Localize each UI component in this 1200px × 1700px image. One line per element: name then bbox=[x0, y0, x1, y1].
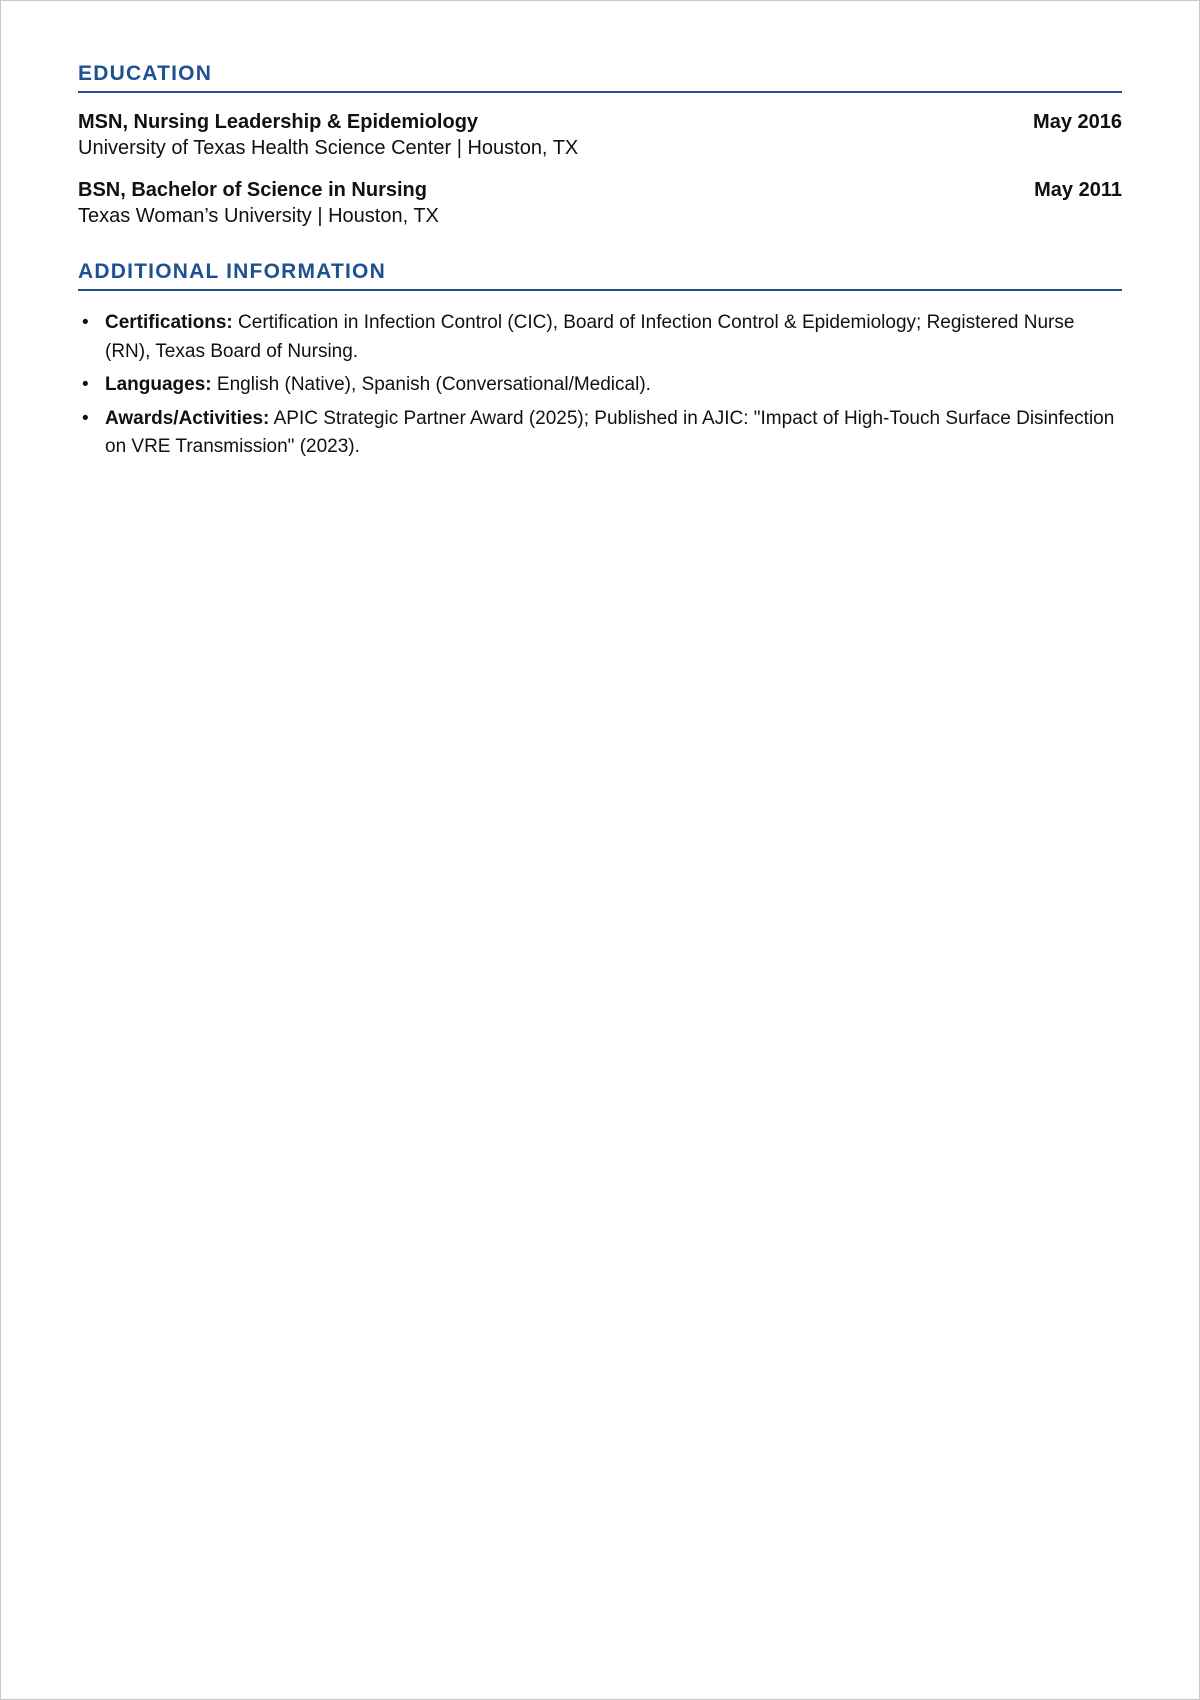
education-entry-header bbox=[78, 177, 1122, 203]
info-label: Languages: bbox=[105, 374, 212, 395]
info-text: APIC Strategic Partner Award (2025); Published in AJIC: "Impact of High-Touch Surface Disinfection on VRE Transmission" (2023). bbox=[105, 407, 1115, 457]
education-entry-msn bbox=[78, 109, 1122, 161]
list-item-awards-activities bbox=[78, 405, 1122, 462]
list-item-languages bbox=[78, 371, 1122, 400]
graduation-date: May 2016 bbox=[1033, 111, 1122, 133]
school-name: University of Texas Health Science Center | Houston, TX bbox=[78, 137, 579, 159]
education-list bbox=[78, 109, 1122, 229]
school-name: Texas Woman’s University | Houston, TX bbox=[78, 205, 439, 227]
info-text: English (Native), Spanish (Conversational/Medical). bbox=[211, 374, 651, 395]
degree-title: BSN, Bachelor of Science in Nursing bbox=[78, 179, 427, 201]
info-label: Certifications: bbox=[105, 312, 233, 333]
graduation-date: May 2011 bbox=[1034, 179, 1122, 201]
info-label: Awards/Activities: bbox=[105, 407, 270, 429]
education-entry-header bbox=[78, 109, 1122, 135]
additional-information-section bbox=[78, 257, 1122, 462]
bullet-icon: • bbox=[82, 407, 89, 429]
degree-title: MSN, Nursing Leadership & Epidemiology bbox=[78, 111, 479, 133]
info-text: Certification in Infection Control (CIC), Board of Infection Control & Epidemiology; Registered Nurse (RN), Texas Board of Nursing. bbox=[105, 312, 1075, 362]
bullet-icon: • bbox=[82, 312, 89, 333]
education-entry-bsn bbox=[78, 177, 1122, 229]
additional-information-heading: ADDITIONAL INFORMATION bbox=[78, 257, 1122, 291]
bullet-icon: • bbox=[82, 374, 89, 395]
education-section bbox=[78, 59, 1122, 229]
list-item-certifications bbox=[78, 309, 1122, 366]
additional-information-list bbox=[78, 309, 1122, 462]
education-heading: EDUCATION bbox=[78, 59, 1122, 93]
